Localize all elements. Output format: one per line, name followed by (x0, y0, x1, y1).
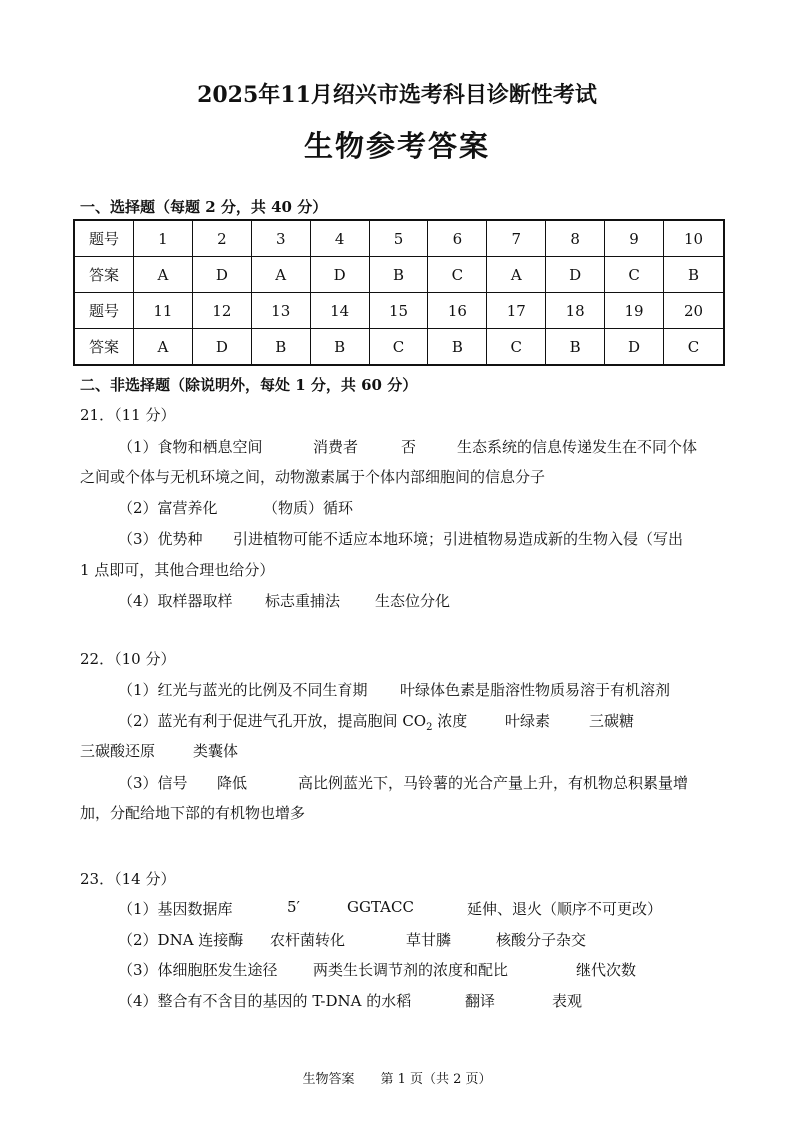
table-cell: 17 (487, 293, 546, 329)
q23-answer-2a: （2）DNA 连接酶 (118, 931, 244, 949)
table-row-label: 答案 (74, 329, 134, 366)
q23-answer-3c: 继代次数 (576, 961, 637, 979)
q22-heading: 22．（10 分） (80, 650, 176, 668)
q22-answer-3b: 降低 (217, 774, 248, 792)
table-cell: C (369, 329, 428, 366)
q22-answer-1a: （1）红光与蓝光的比例及不同生育期 (118, 681, 368, 699)
table-cell: D (192, 257, 251, 293)
q22-answer-1b: 叶绿体色素是脂溶性物质易溶于有机溶剂 (400, 681, 671, 699)
table-cell: B (664, 257, 724, 293)
table-cell: 20 (664, 293, 724, 329)
table-row-label: 题号 (74, 220, 134, 257)
table-cell: A (134, 257, 193, 293)
q21-answer-3b: 引进植物可能不适应本地环境；引进植物易造成新的生物入侵（写出 (233, 530, 684, 548)
table-cell: 11 (134, 293, 193, 329)
table-cell: C (487, 329, 546, 366)
q21-answer-1a: （1）食物和栖息空间 (118, 438, 263, 456)
q22-answer-2a-text: （2）蓝光有利于促进气孔开放，提高胞间 CO (118, 712, 427, 730)
q22-answer-2e: 类囊体 (193, 742, 239, 760)
document-subtitle: 生物参考答案 (303, 129, 490, 163)
q23-answer-1a: （1）基因数据库 (118, 900, 233, 918)
exam-title: 2025年11月绍兴市选考科目诊断性考试 (197, 82, 597, 108)
table-cell: A (251, 257, 310, 293)
q21-answer-1b: 消费者 (313, 438, 359, 456)
table-cell: A (134, 329, 193, 366)
table-cell: 12 (192, 293, 251, 329)
table-cell: C (605, 257, 664, 293)
table-row (74, 220, 724, 257)
q21-heading: 21．（11 分） (80, 406, 176, 424)
q23-answer-2d: 核酸分子杂交 (496, 931, 587, 949)
q23-answer-2c: 草甘膦 (406, 931, 452, 949)
q22-answer-2d: 三碳酸还原 (80, 742, 156, 760)
table-cell: 15 (369, 293, 428, 329)
page-footer: 生物答案 第 1 页（共 2 页） (302, 1072, 492, 1087)
table-cell: 6 (428, 220, 487, 257)
q22-answer-2a-tail: 浓度 (432, 712, 468, 730)
co2-subscript: 2 (426, 722, 433, 733)
table-cell: B (428, 329, 487, 366)
q21-answer-2b: （物质）循环 (263, 499, 354, 517)
table-cell: 10 (664, 220, 724, 257)
answer-table (73, 219, 725, 366)
table-cell: 1 (134, 220, 193, 257)
q23-answer-3a: （3）体细胞胚发生途径 (118, 961, 278, 979)
q22-answer-2c: 三碳糖 (589, 712, 635, 730)
q23-answer-4a: （4）整合有不含目的基因的 T-DNA 的水稻 (118, 992, 412, 1010)
table-cell: 14 (310, 293, 369, 329)
q22-answer-3c: 高比例蓝光下，马铃薯的光合产量上升，有机物总积累量增 (298, 774, 689, 792)
table-cell: B (251, 329, 310, 366)
q21-answer-2a: （2）富营养化 (118, 499, 218, 517)
table-row (74, 293, 724, 329)
table-row (74, 329, 724, 366)
table-cell: B (546, 329, 605, 366)
table-cell: 7 (487, 220, 546, 257)
table-cell: 19 (605, 293, 664, 329)
q21-answer-3-cont: 1 点即可，其他合理也给分） (80, 561, 275, 579)
section1-heading: 一、选择题（每题 2 分，共 40 分） (80, 198, 328, 216)
table-cell: 9 (605, 220, 664, 257)
q22-answer-2b: 叶绿素 (505, 712, 551, 730)
table-cell: D (192, 329, 251, 366)
q21-answer-1d: 生态系统的信息传递发生在不同个体 (457, 438, 698, 456)
q23-answer-4c: 表观 (552, 992, 583, 1010)
table-cell: 4 (310, 220, 369, 257)
q21-answer-1-cont: 之间或个体与无机环境之间，动物激素属于个体内部细胞间的信息分子 (80, 468, 546, 486)
q23-answer-3b: 两类生长调节剂的浓度和配比 (313, 961, 509, 979)
table-cell: 18 (546, 293, 605, 329)
table-cell: C (664, 329, 724, 366)
table-cell: 8 (546, 220, 605, 257)
q22-answer-3-cont: 加，分配给地下部的有机物也增多 (80, 804, 306, 822)
table-row (74, 257, 724, 293)
table-cell: C (428, 257, 487, 293)
q21-answer-3a: （3）优势种 (118, 530, 203, 548)
q23-answer-1c: GGTACC (347, 898, 414, 916)
q23-answer-1d: 延伸、退火（顺序不可更改） (467, 900, 663, 918)
q23-heading: 23．（14 分） (80, 870, 176, 888)
table-cell: 2 (192, 220, 251, 257)
q23-answer-4b: 翻译 (465, 992, 496, 1010)
table-cell: 5 (369, 220, 428, 257)
table-cell: A (487, 257, 546, 293)
q21-answer-4c: 生态位分化 (375, 592, 451, 610)
table-cell: B (310, 329, 369, 366)
table-cell: D (546, 257, 605, 293)
q22-answer-3a: （3）信号 (118, 774, 188, 792)
table-row-label: 答案 (74, 257, 134, 293)
q21-answer-4a: （4）取样器取样 (118, 592, 233, 610)
q23-answer-2b: 农杆菌转化 (270, 931, 346, 949)
table-cell: 16 (428, 293, 487, 329)
table-row-label: 题号 (74, 293, 134, 329)
table-cell: 3 (251, 220, 310, 257)
table-cell: D (605, 329, 664, 366)
q21-answer-4b: 标志重捕法 (265, 592, 341, 610)
q23-answer-1b: 5′ (287, 898, 300, 916)
table-cell: 13 (251, 293, 310, 329)
q21-answer-1c: 否 (401, 438, 417, 456)
table-cell: D (310, 257, 369, 293)
q22-answer-2a (118, 710, 467, 733)
section2-heading: 二、非选择题（除说明外，每处 1 分，共 60 分） (80, 376, 418, 394)
table-cell: B (369, 257, 428, 293)
